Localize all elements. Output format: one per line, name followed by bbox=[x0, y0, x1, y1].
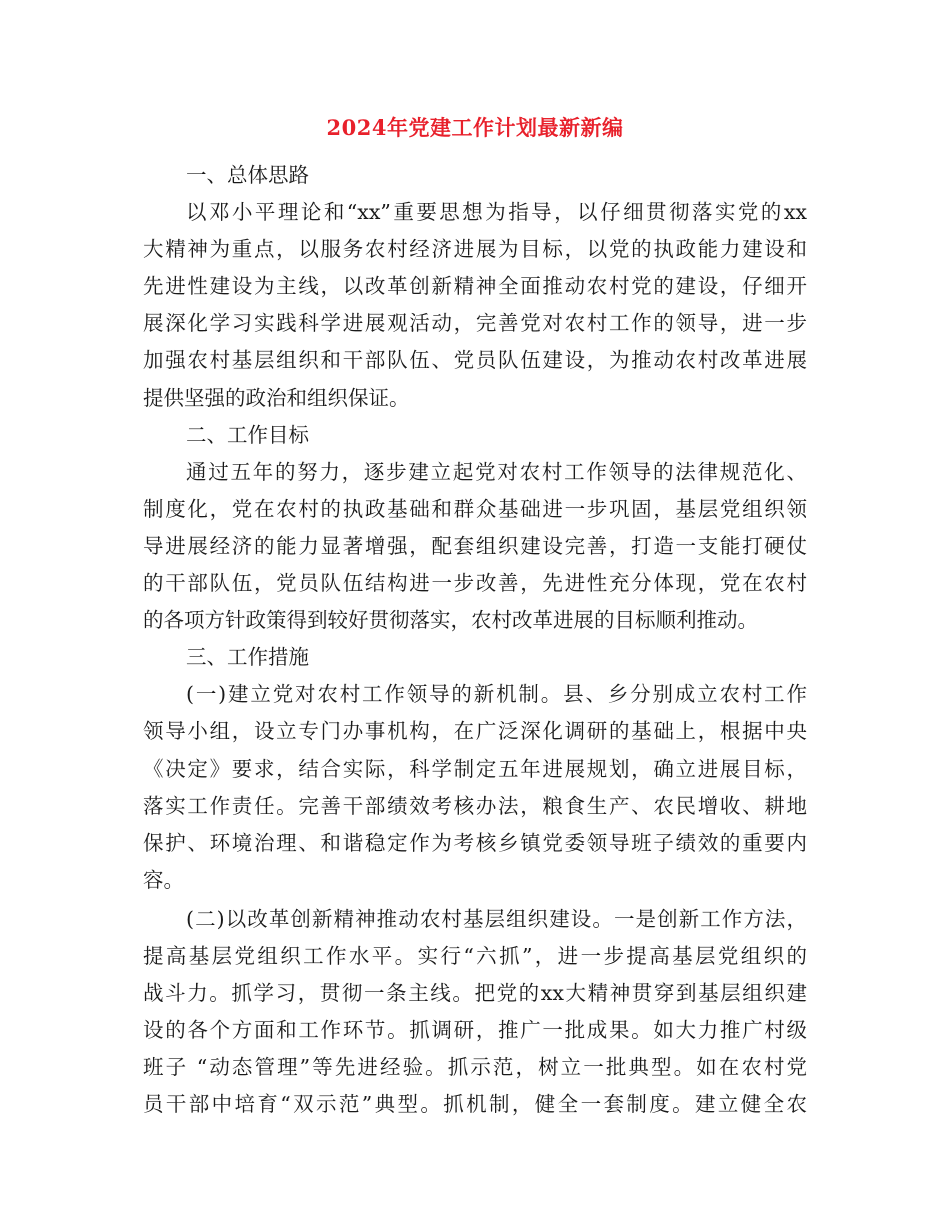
paragraph-line: 展深化学习实践科学进展观活动，完善党对农村工作的领导，进一步 bbox=[143, 311, 807, 336]
document-body bbox=[143, 157, 807, 1123]
paragraph-line: 先进性建设为主线，以改革创新精神全面推动农村党的建设，仔细开 bbox=[143, 274, 807, 299]
paragraph-line: 的干部队伍，党员队伍结构进一步改善，先进性充分体现，党在农村 bbox=[143, 571, 807, 596]
document-title: 2024年党建工作计划最新新编 bbox=[326, 115, 624, 140]
paragraph-line: 通过五年的努力，逐步建立起党对农村工作领导的法律规范化、 bbox=[186, 459, 807, 484]
paragraph-line: 导进展经济的能力显著增强，配套组织建设完善，打造一支能打硬仗 bbox=[143, 533, 807, 558]
paragraph-line: 员干部中培育“双示范”典型。抓机制，健全一套制度。建立健全农 bbox=[143, 1092, 807, 1117]
section-heading: 一、总体思路 bbox=[186, 163, 309, 187]
paragraph-line: 加强农村基层组织和干部队伍、党员队伍建设，为推动农村改革进展 bbox=[143, 348, 807, 373]
paragraph-line: 制度化，党在农村的执政基础和群众基础进一步巩固，基层党组织领 bbox=[143, 496, 807, 521]
paragraph-line: 的各项方针政策得到较好贯彻落实，农村改革进展的目标顺利推动。 bbox=[143, 608, 758, 633]
paragraph-line: 提供坚强的政治和组织保证。 bbox=[143, 385, 410, 410]
section-heading: 二、工作目标 bbox=[186, 422, 309, 447]
paragraph-line: 班子 “动态管理”等先进经验。抓示范，树立一批典型。如在农村党 bbox=[143, 1055, 807, 1080]
paragraph-line: 以邓小平理论和“xx”重要思想为指导，以仔细贯彻落实党的xx bbox=[186, 200, 807, 225]
paragraph-line: (二)以改革创新精神推动农村基层组织建设。一是创新工作方法， bbox=[186, 906, 807, 931]
paragraph-line: 设的各个方面和工作环节。抓调研，推广一批成果。如大力推广村级 bbox=[143, 1018, 807, 1043]
paragraph-line: 《决定》要求，结合实际，科学制定五年进展规划，确立进展目标， bbox=[143, 756, 807, 781]
paragraph-line: (一)建立党对农村工作领导的新机制。县、乡分别成立农村工作 bbox=[186, 682, 807, 707]
paragraph-line: 领导小组，设立专门办事机构，在广泛深化调研的基础上，根据中央 bbox=[143, 719, 807, 744]
paragraph-line: 保护、环境治理、和谐稳定作为考核乡镇党委领导班子绩效的重要内 bbox=[143, 830, 807, 855]
paragraph-line: 提高基层党组织工作水平。实行“六抓”，进一步提高基层党组织的 bbox=[143, 943, 807, 968]
paragraph-line: 落实工作责任。完善干部绩效考核办法，粮食生产、农民增收、耕地 bbox=[143, 793, 807, 818]
paragraph-line: 容。 bbox=[143, 867, 184, 892]
section-heading: 三、工作措施 bbox=[186, 645, 309, 670]
paragraph-line: 战斗力。抓学习，贯彻一条主线。把党的xx大精神贯穿到基层组织建 bbox=[143, 981, 807, 1006]
paragraph-line: 大精神为重点，以服务农村经济进展为目标，以党的执政能力建设和 bbox=[143, 237, 807, 262]
